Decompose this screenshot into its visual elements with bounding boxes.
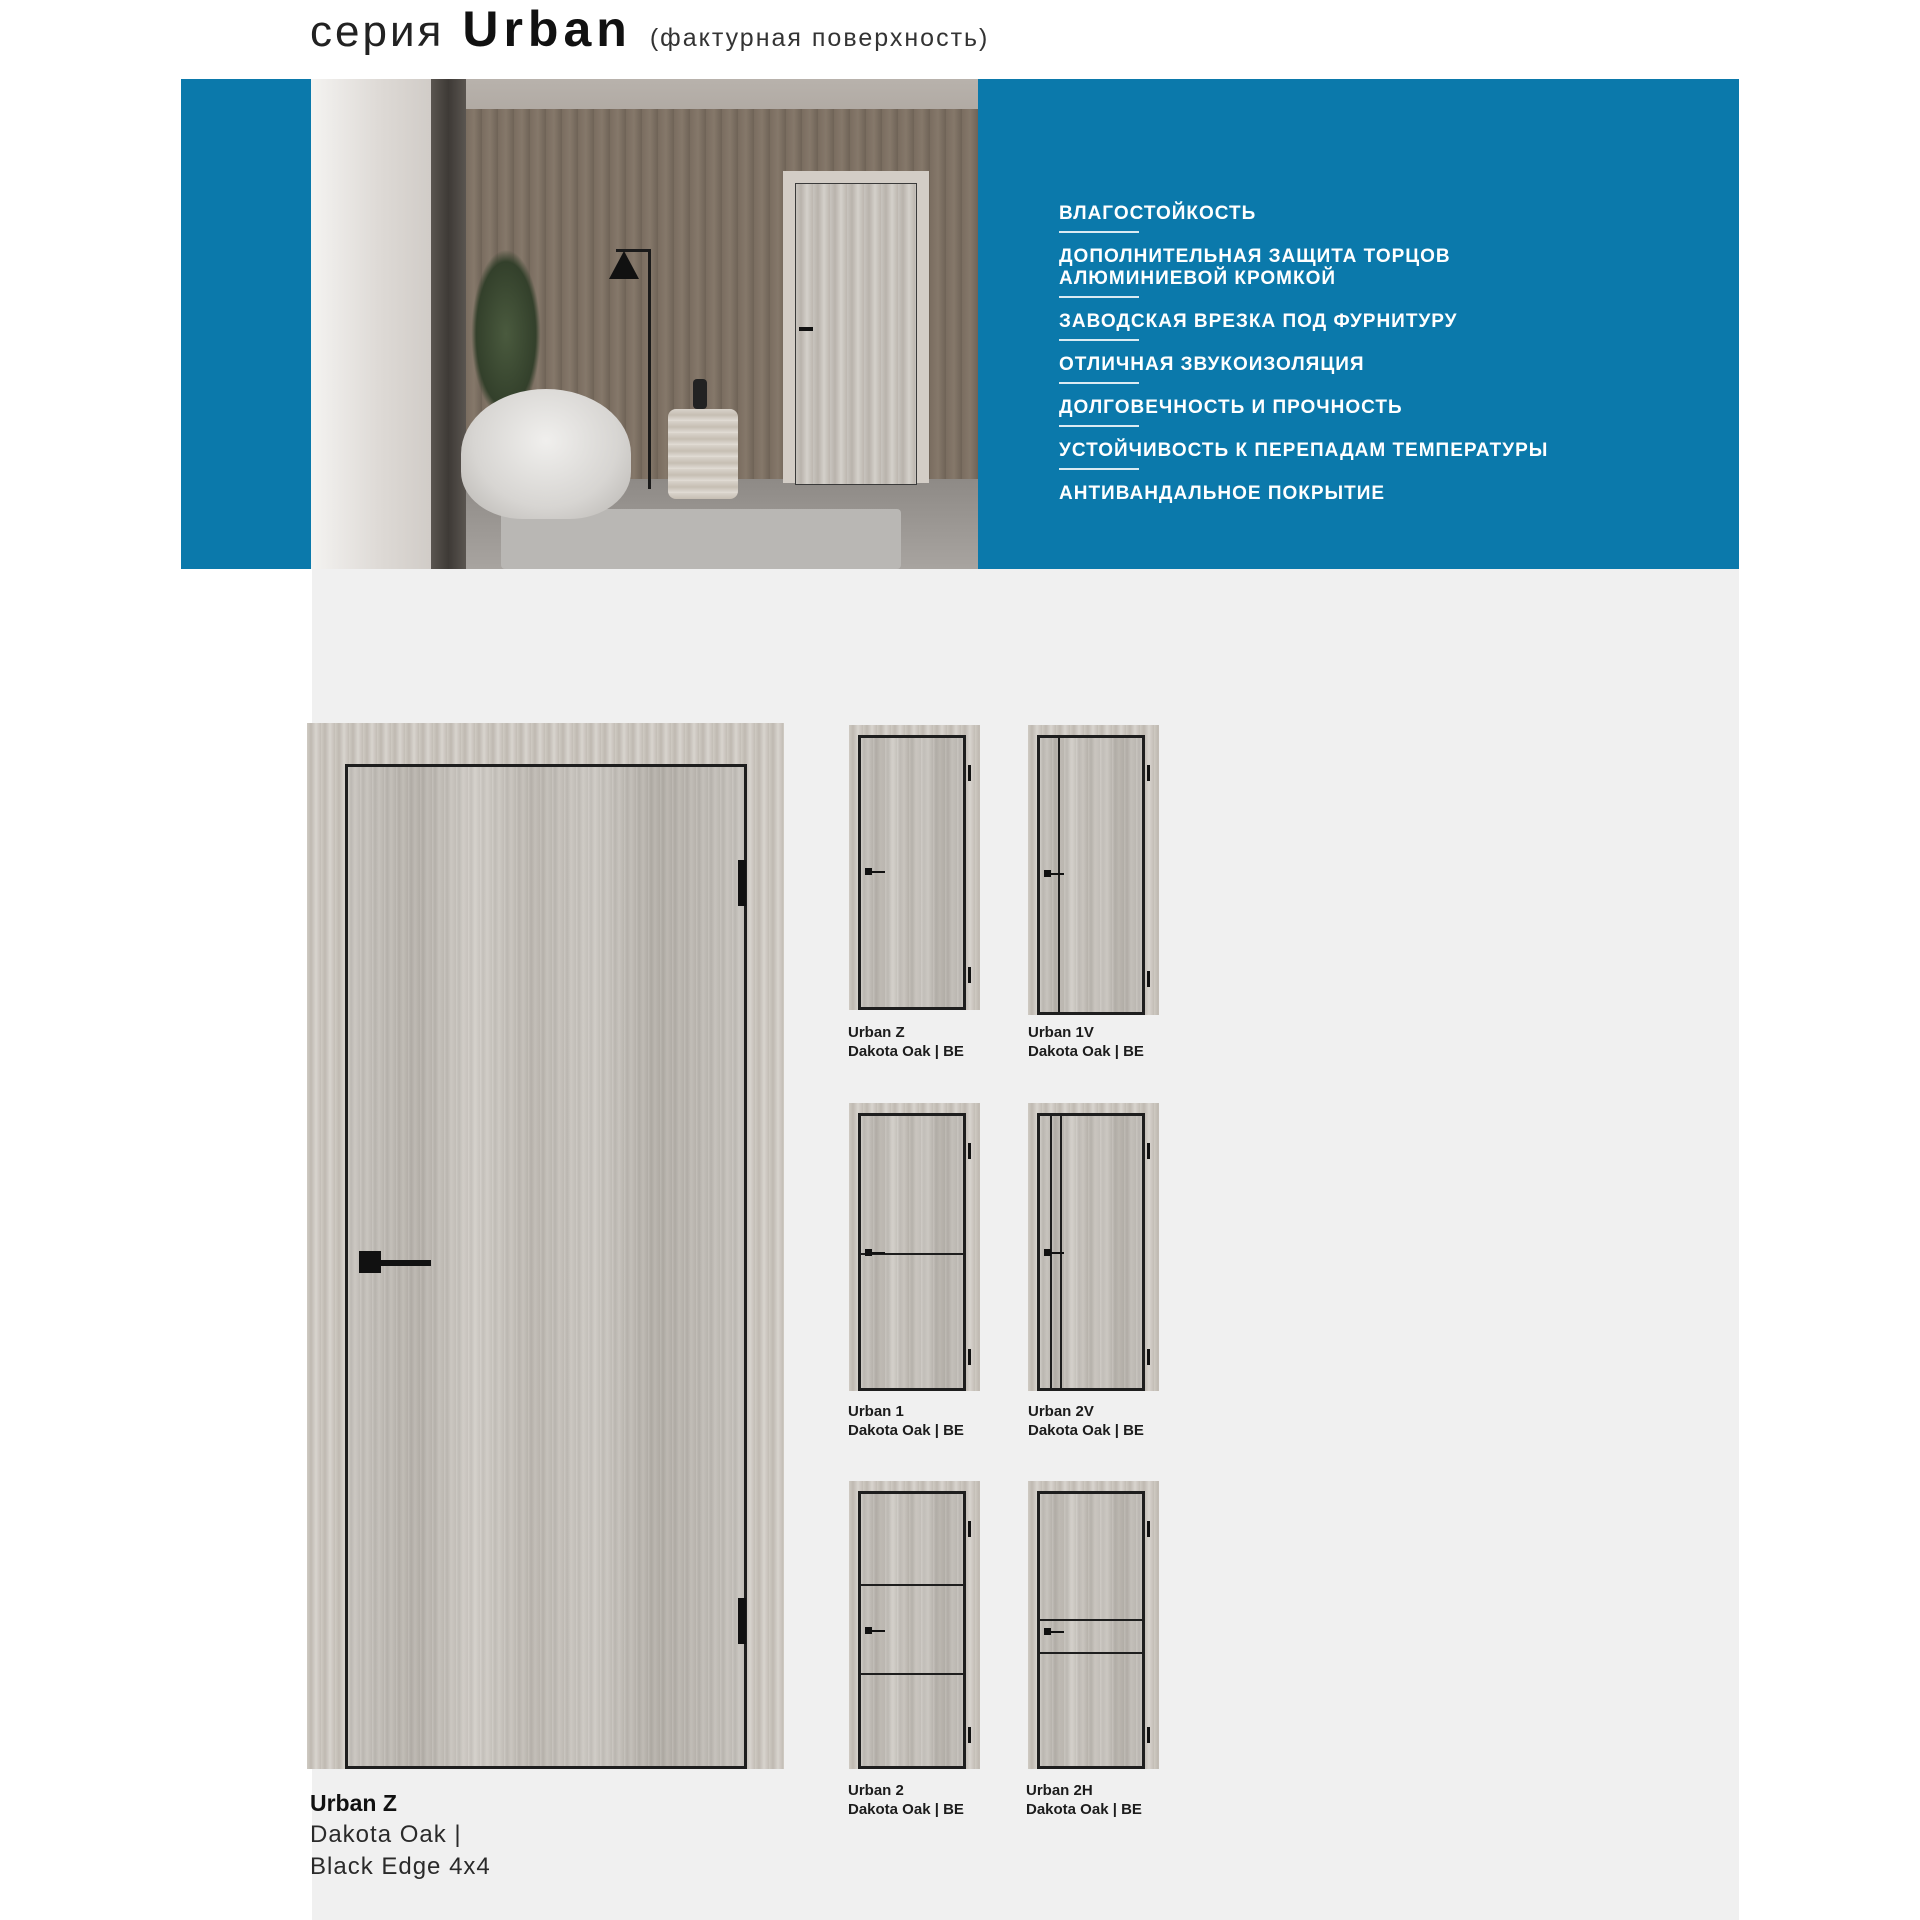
main-product-caption bbox=[310, 1787, 491, 1883]
feature-item: ДОЛГОВЕЧНОСТЬ И ПРОЧНОСТЬ bbox=[1059, 397, 1679, 427]
door-hinge-bottom bbox=[738, 1598, 746, 1644]
vertical-groove bbox=[1058, 737, 1060, 1013]
model-finish: Dakota Oak | BE bbox=[848, 1422, 964, 1439]
thumb-urban-1 bbox=[849, 1103, 980, 1391]
door-hinge-top bbox=[738, 860, 746, 906]
door-hinge bbox=[968, 1143, 971, 1159]
feature-item: ЗАВОДСКАЯ ВРЕЗКА ПОД ФУРНИТУРУ bbox=[1059, 311, 1679, 341]
model-name: Urban Z bbox=[848, 1024, 905, 1041]
thumb-urban-2v bbox=[1028, 1103, 1159, 1391]
thumb-urban-z bbox=[849, 725, 980, 1010]
model-name: Urban 1V bbox=[1028, 1024, 1094, 1041]
main-product-name: Urban Z bbox=[310, 1790, 397, 1816]
thumb-urban-2h bbox=[1028, 1481, 1159, 1769]
vase bbox=[693, 379, 707, 409]
door-hinge bbox=[968, 765, 971, 781]
thumb-caption bbox=[848, 1023, 964, 1061]
main-product-desc-line2: Black Edge 4x4 bbox=[310, 1853, 491, 1880]
door-hinge bbox=[1147, 1349, 1150, 1365]
door-hinge bbox=[1147, 1143, 1150, 1159]
door-hinge bbox=[968, 1727, 971, 1743]
horizontal-groove bbox=[1040, 1619, 1142, 1621]
thumb-caption bbox=[848, 1781, 964, 1819]
door-hinge bbox=[968, 967, 971, 983]
model-name: Urban 2 bbox=[848, 1782, 904, 1799]
main-door-image bbox=[307, 723, 784, 1769]
page-header bbox=[310, 0, 990, 57]
model-finish: Dakota Oak | BE bbox=[1026, 1801, 1142, 1818]
feature-item: ВЛАГОСТОЙКОСТЬ bbox=[1059, 203, 1679, 233]
door-hinge bbox=[1147, 971, 1150, 987]
door-handle-lever bbox=[871, 871, 885, 873]
door-hinge bbox=[1147, 765, 1150, 781]
door-hinge bbox=[1147, 1521, 1150, 1537]
horizontal-groove bbox=[1040, 1652, 1142, 1654]
thumb-caption bbox=[1028, 1023, 1144, 1061]
feature-item: ДОПОЛНИТЕЛЬНАЯ ЗАЩИТА ТОРЦОВ АЛЮМИНИЕВОЙ КРОМКОЙ bbox=[1059, 246, 1479, 298]
thumb-caption bbox=[1028, 1402, 1144, 1440]
model-name: Urban 1 bbox=[848, 1403, 904, 1420]
door-hinge bbox=[1147, 1727, 1150, 1743]
series-prefix: серия bbox=[310, 7, 445, 56]
side-table bbox=[668, 409, 738, 499]
horizontal-groove bbox=[861, 1584, 963, 1586]
photo-door-handle bbox=[799, 327, 813, 331]
feature-banner bbox=[181, 79, 1739, 569]
door-handle-lever bbox=[379, 1260, 431, 1266]
interior-photo bbox=[311, 79, 978, 569]
model-finish: Dakota Oak | BE bbox=[1028, 1422, 1144, 1439]
door-hinge bbox=[968, 1521, 971, 1537]
photo-door-leaf bbox=[795, 183, 917, 485]
model-name: Urban 2H bbox=[1026, 1782, 1093, 1799]
door-leaf bbox=[1037, 1491, 1145, 1769]
door-hinge bbox=[968, 1349, 971, 1365]
door-handle-lever bbox=[1050, 873, 1064, 875]
main-product-desc-line1: Dakota Oak | bbox=[310, 1821, 462, 1848]
model-name: Urban 2V bbox=[1028, 1403, 1094, 1420]
series-subtitle: (фактурная поверхность) bbox=[649, 24, 990, 52]
curtain bbox=[431, 79, 466, 569]
horizontal-groove bbox=[861, 1673, 963, 1675]
thumb-caption bbox=[848, 1402, 964, 1440]
door-handle-lever bbox=[1050, 1252, 1064, 1254]
feature-item: ОТЛИЧНАЯ ЗВУКОИЗОЛЯЦИЯ bbox=[1059, 354, 1679, 384]
door-handle-lever bbox=[871, 1630, 885, 1632]
door-handle-rose bbox=[359, 1251, 381, 1273]
thumb-caption bbox=[1026, 1781, 1142, 1819]
model-finish: Dakota Oak | BE bbox=[1028, 1043, 1144, 1060]
armchair bbox=[461, 389, 631, 519]
model-finish: Dakota Oak | BE bbox=[848, 1043, 964, 1060]
series-name: Urban bbox=[462, 1, 632, 57]
door-leaf bbox=[1037, 735, 1145, 1015]
thumb-urban-2 bbox=[849, 1481, 980, 1769]
feature-item: АНТИВАНДАЛЬНОЕ ПОКРЫТИЕ bbox=[1059, 483, 1386, 504]
door-handle-lever bbox=[1050, 1631, 1064, 1633]
feature-item: УСТОЙЧИВОСТЬ К ПЕРЕПАДАМ ТЕМПЕРАТУРЫ bbox=[1059, 440, 1679, 470]
door-leaf bbox=[345, 764, 747, 1769]
model-finish: Dakota Oak | BE bbox=[848, 1801, 964, 1818]
thumb-urban-1v bbox=[1028, 725, 1159, 1015]
floor-lamp-shade bbox=[609, 251, 639, 279]
floor-lamp bbox=[648, 249, 651, 489]
feature-list bbox=[1059, 203, 1679, 526]
door-handle-lever bbox=[871, 1252, 885, 1254]
